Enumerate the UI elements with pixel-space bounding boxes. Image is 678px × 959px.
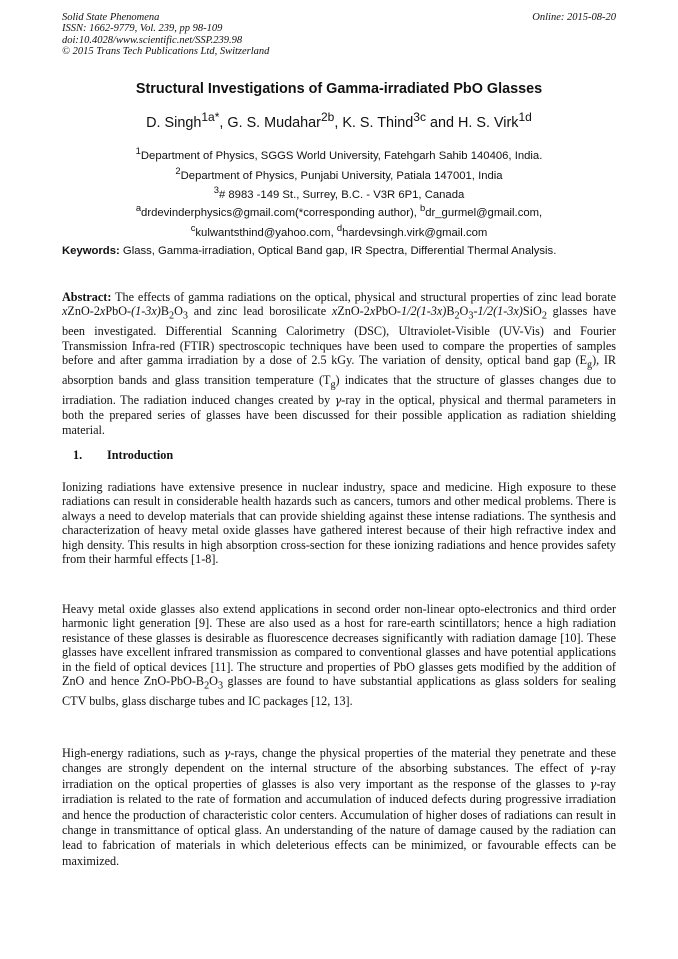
formula-part: SiO [522, 304, 542, 319]
formula-part: x [99, 304, 106, 319]
affiliations [62, 144, 616, 203]
formula-part: x [369, 304, 376, 319]
formula-part: O [459, 304, 469, 319]
formula-part: ZnO-2 [337, 304, 370, 319]
journal-name: Solid State Phenomena [62, 12, 160, 23]
issn-line: ISSN: 1662-9779, Vol. 239, pp 98-109 [62, 23, 223, 35]
author-superscript: 3c [413, 110, 426, 124]
affiliation-line [62, 183, 616, 203]
abstract-text: ) indicates that the structure of glasses changes due to irradiation. The radiation induced changes created by [62, 372, 617, 407]
email-line [62, 221, 616, 241]
formula-part: 1/2(1-3x) [400, 304, 447, 319]
gamma-symbol: γ [223, 747, 231, 760]
affiliation-line [62, 144, 616, 164]
formula-part: O [174, 304, 183, 319]
paragraph: Ionizing radiations have extensive presence in nuclear industry, space and medicine. High exposure to these radiations can result in considerable health hazards such as cancers, tumors and other medical problems. There is always a need to develop materials that can provide shielding against these intense radiations. The synthesis and characterization of heavy metal oxide glasses have gathered interest because of their high refractive index and high density. This results in high absorption cross-section for these ionizing radiations and hence provides safety from their harmful effects [1-8]. [62, 480, 616, 567]
affiliation-superscript: 2 [175, 164, 181, 176]
abstract-text: The effects of gamma radiations on the optical, physical and structural properties of zinc lead borate [111, 290, 616, 304]
abstract [62, 290, 616, 437]
email-c: kulwantsthind@yahoo.com, [195, 226, 337, 239]
gamma-symbol: γ [589, 762, 597, 776]
paragraph-text: -rays, change the physical properties of the material they penetrate and these changes are strongly dependent on the internal structure of the absorbing substances. The effect of [62, 746, 616, 776]
formula-subscript: 2 [541, 310, 547, 322]
formula-part: 1/2(1-3x) [477, 304, 523, 319]
formula-subscript: 3 [217, 680, 224, 692]
copyright-line: © 2015 Trans Tech Publications Ltd, Switzerland [62, 45, 270, 57]
abstract-text: ), IR absorption bands and glass transition temperature (T [62, 353, 617, 387]
paragraph-text: glasses are found to have substantial applications as glass solders for sealing CTV bulbs, glass discharge tubes and IC packages [12, 13]. [62, 674, 616, 708]
section-title: Introduction [107, 448, 174, 462]
formula-subscript: g [330, 379, 336, 391]
author-superscript: 1a* [201, 110, 220, 124]
formula-part: (1-3x) [131, 304, 161, 319]
author-name: D. Singh [146, 114, 202, 131]
abstract-text: and zinc lead borosilicate [187, 304, 332, 319]
affiliation-text: Department of Physics, Punjabi University, Patiala 147001, India [180, 169, 503, 182]
affiliation-text: # 8983 -149 St., Surrey, B.C. - V3R 6P1, Canada [218, 188, 465, 201]
keywords [62, 244, 616, 259]
section-number: 1. [73, 448, 83, 462]
formula-part: - [473, 304, 478, 319]
email-list [62, 201, 616, 240]
email-b: dr_gurmel@gmail.com, [425, 206, 543, 219]
paper-title: Structural Investigations of Gamma-irradiated PbO Glasses [135, 81, 543, 97]
formula-part: ZnO-2 [67, 304, 100, 319]
formula-part: x [331, 304, 338, 319]
affiliation-line [62, 164, 616, 184]
author-list [62, 110, 616, 131]
author-separator: and [425, 114, 458, 131]
gamma-symbol: γ [589, 777, 597, 791]
author-separator: , [219, 114, 228, 131]
formula-part: B [446, 304, 455, 319]
email-a: drdevinderphysics@gmail.com(*corresponding author), [141, 206, 420, 219]
author-name: G. S. Mudahar [227, 114, 321, 131]
affiliation-text: Department of Physics, SGGS World University, Fatehgarh Sahib 140406, India. [140, 149, 543, 162]
journal-header [62, 12, 616, 57]
formula-subscript: 3 [182, 310, 188, 322]
paragraph-text: -ray irradiation on the optical properties of glasses is also very important as the response of the glasses to [62, 761, 616, 791]
abstract-text: -ray in the optical, physical and thermal parameters in both the prepared series of glasses have been discussed for their possible application as radiation shielding material. [62, 392, 616, 437]
author-separator: , [334, 114, 343, 131]
author-name: K. S. Thind [342, 114, 414, 131]
section-heading [73, 448, 173, 463]
keywords-label: Keywords: [62, 245, 120, 257]
paragraph-text: High-energy radiations, such as [62, 746, 224, 760]
email-superscript: d [336, 221, 343, 233]
formula-subscript: 3 [468, 310, 474, 322]
formula-subscript: 2 [204, 680, 210, 692]
author-name: H. S. Virk [457, 114, 519, 131]
email-line [62, 201, 616, 221]
paragraph-text: -ray irradiation is related to the rate of formation and accumulation of induced defects during progressive irradiation and hence the production of characteristic color centers. Accumulation of higher doses of radiations can result in change in transmittance of optical glass. An understanding of the nature of damage caused by the radiation can lead to fabrication of materials in which deleterious effects can be minimized, or favourable effects can be maximized. [62, 776, 616, 868]
doi-line: doi:10.4028/www.scientific.net/SSP.239.98 [62, 34, 243, 46]
paragraph [62, 746, 616, 869]
formula-part: PbO- [105, 304, 132, 319]
email-superscript: a [135, 202, 142, 213]
email-superscript: b [420, 202, 426, 213]
affiliation-superscript: 3 [213, 184, 219, 196]
formula-part: B [160, 304, 169, 319]
affiliation-superscript: 1 [135, 145, 141, 156]
paragraph-text: O [209, 674, 218, 689]
paragraph [62, 602, 616, 708]
formula-subscript: 2 [454, 310, 460, 322]
author-superscript: 1d [518, 110, 532, 124]
keywords-text: Glass, Gamma-irradiation, Optical Band gap, IR Spectra, Differential Thermal Analysis. [119, 245, 557, 257]
abstract-text: glasses have been investigated. Differential Scanning Calorimetry (DSC), Ultraviolet-Visible (UV-Vis) and Fourier Transmission Infra-red (FTIR) spectroscopic techniques have been used to compare the properties of samples before and after gamma irradiation by a dose of 2.5 kGy. The variation of density, optical band gap (E [62, 304, 616, 368]
formula-part: x [62, 304, 68, 319]
gamma-symbol: γ [334, 393, 342, 407]
formula-subscript: g [587, 359, 593, 371]
formula-subscript: 2 [169, 310, 175, 322]
paragraph-text: Heavy metal oxide glasses also extend applications in second order non-linear opto-electronics and third order harmonic light generation [9]. These are also used as a host for rare-earth scintillators; hence a high radiation resistance of these glasses is desirable as fluorescence decreases significantly with radiation damage [10]. These glasses have excellent infrared transmission as compared to conventional glasses and have potential applications in the field of optical devices [11]. The structure and properties of PbO glasses gets modified by the addition of ZnO and hence ZnO-PbO-B [62, 602, 616, 689]
abstract-label: Abstract: [62, 290, 112, 304]
author-superscript: 2b [320, 110, 335, 124]
formula-part: PbO- [375, 304, 401, 319]
email-superscript: c [190, 221, 196, 233]
email-d: hardevsingh.virk@gmail.com [342, 226, 488, 239]
online-date: Online: 2015-08-20 [532, 12, 616, 23]
